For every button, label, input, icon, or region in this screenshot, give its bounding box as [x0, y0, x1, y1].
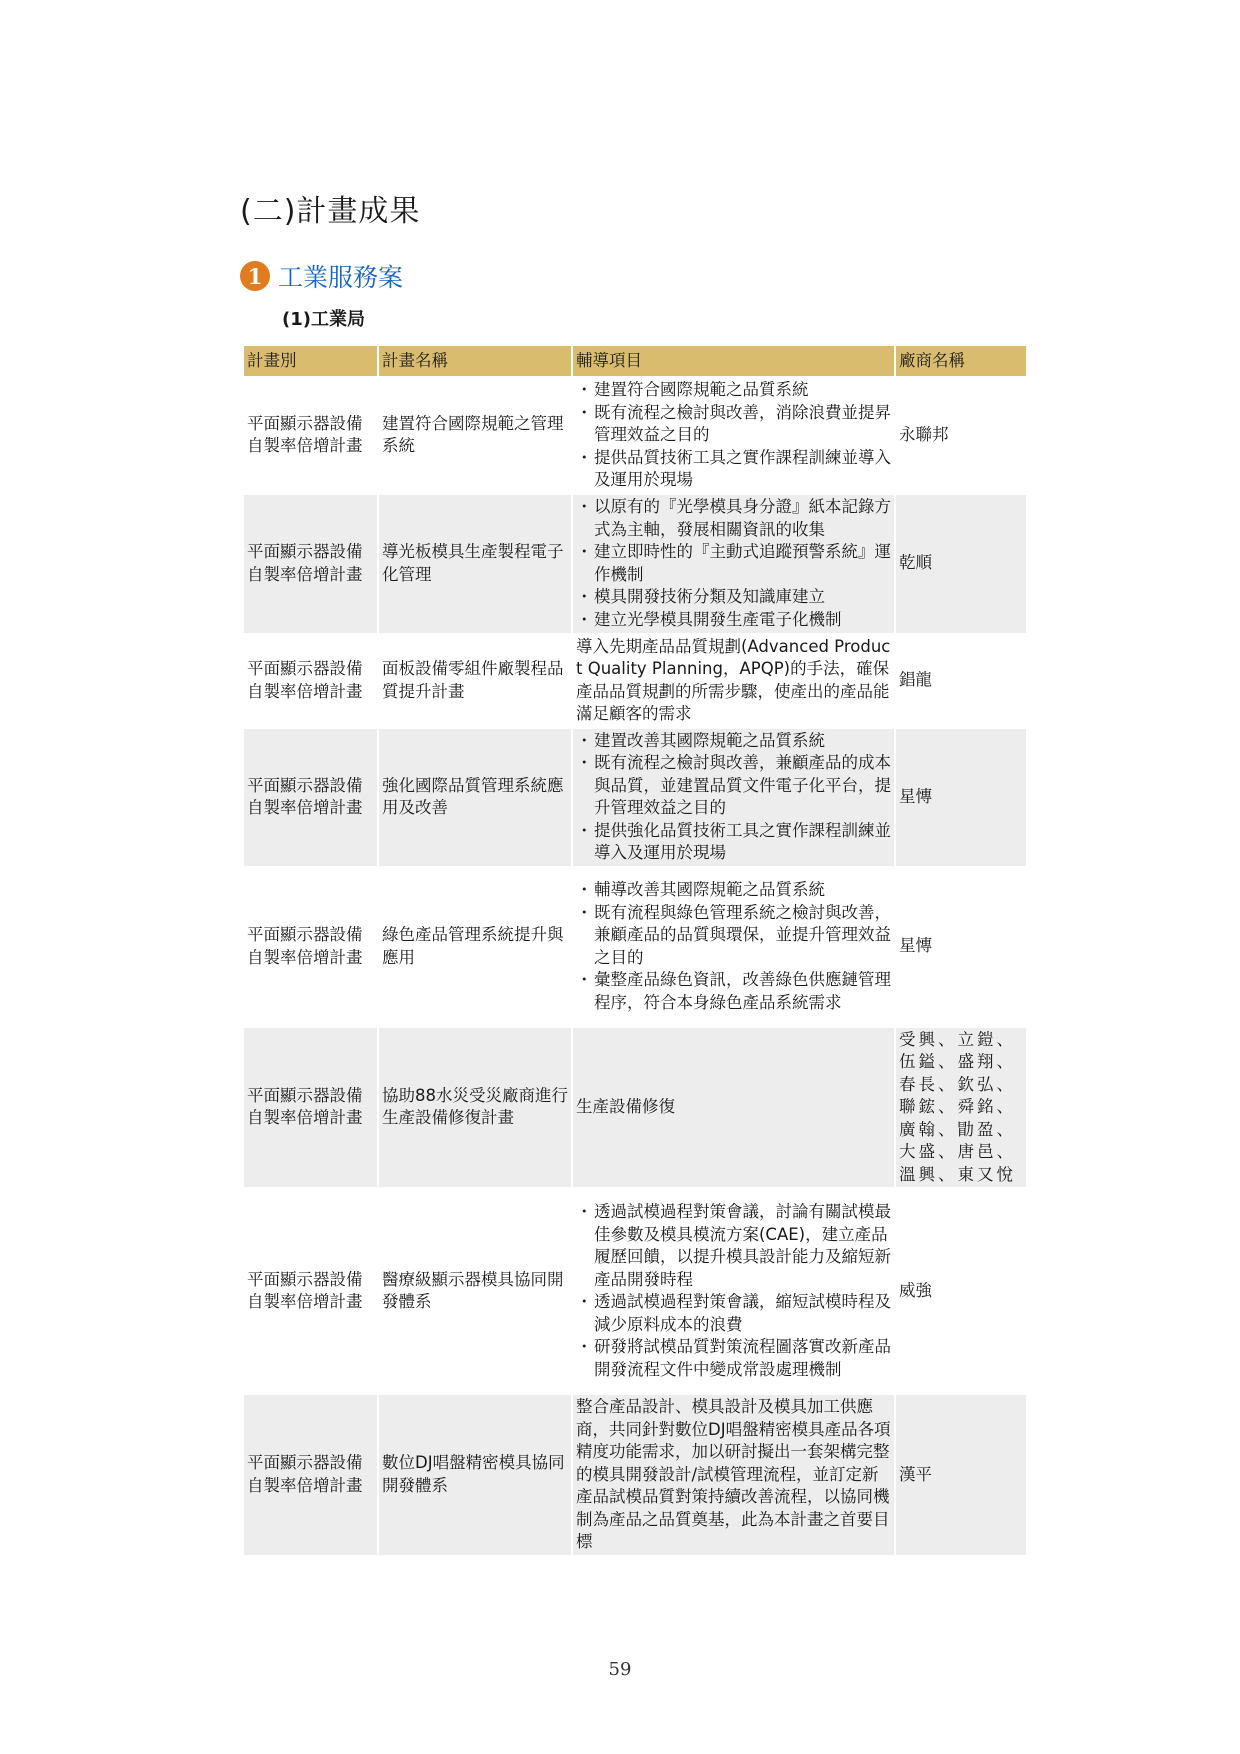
cell-guidance-items	[572, 867, 895, 1027]
cell-category: 平面顯示器設備自製率倍增計畫	[243, 1188, 378, 1394]
cell-vendor: 漢平	[895, 1394, 1027, 1556]
list-item: ・ 建立光學模具開發生產電子化機制	[576, 609, 891, 632]
cell-plan-name: 導光板模具生產製程電子化管理	[378, 494, 572, 634]
cell-category: 平面顯示器設備自製率倍增計畫	[243, 1027, 378, 1189]
cell-category: 平面顯示器設備自製率倍增計畫	[243, 377, 378, 494]
cell-plan-name: 建置符合國際規範之管理系統	[378, 377, 572, 494]
table-row	[243, 494, 1027, 634]
page-number: 59	[608, 1659, 632, 1680]
list-item: ・ 既有流程之檢討與改善，消除浪費並提昇管理效益之目的	[576, 402, 891, 447]
list-item: ・ 模具開發技術分類及知識庫建立	[576, 586, 891, 609]
table-header-row	[243, 345, 1027, 377]
table-row	[243, 1394, 1027, 1556]
cell-vendor: 永聯邦	[895, 377, 1027, 494]
cell-category: 平面顯示器設備自製率倍增計畫	[243, 728, 378, 867]
sub-heading-text: 工業服務案	[278, 263, 404, 292]
header-plan-name: 計畫名稱	[378, 345, 572, 377]
cell-plan-name: 面板設備零組件廠製程品質提升計畫	[378, 634, 572, 728]
cell-plan-name: 醫療級顯示器模具協同開發體系	[378, 1188, 572, 1394]
cell-plan-name: 綠色產品管理系統提升與應用	[378, 867, 572, 1027]
header-vendor: 廠商名稱	[895, 345, 1027, 377]
list-item: ・ 透過試模過程對策會議，討論有關試模最佳參數及模具模流方案(CAE)，建立產品履歷回饋，以提升模具設計能力及縮短新產品開發時程	[576, 1201, 891, 1291]
cell-vendor: 受興、立鎧、伍鎰、盛翔、春長、欽弘、聯鋐、舜銘、廣翰、勖盈、大盛、唐邑、溫興、東又悅	[895, 1027, 1027, 1189]
cell-guidance-text: 整合產品設計、模具設計及模具加工供應商，共同針對數位DJ唱盤精密模具產品各項精度功能需求，加以研討擬出一套架構完整的模具開發設計/試模管理流程，並訂定新產品試模品質對策持續改善流程，以協同機制為產品之品質奠基，此為本計畫之首要目標	[572, 1394, 895, 1556]
header-guidance-items: 輔導項目	[572, 345, 895, 377]
list-item: ・ 建置改善其國際規範之品質系統	[576, 730, 891, 753]
table-row	[243, 377, 1027, 494]
list-item: ・ 以原有的『光學模具身分證』紙本記錄方式為主軸，發展相關資訊的收集	[576, 496, 891, 541]
cell-category: 平面顯示器設備自製率倍增計畫	[243, 1394, 378, 1556]
list-item: ・ 既有流程與綠色管理系統之檢討與改善，兼顧產品的品質與環保，並提升管理效益之目的	[576, 902, 891, 970]
section-title: (二)計畫成果	[240, 194, 421, 229]
list-item: ・ 彙整產品綠色資訊，改善綠色供應鏈管理程序，符合本身綠色產品系統需求	[576, 969, 891, 1014]
list-item: ・ 提供品質技術工具之實作課程訓練並導入及運用於現場	[576, 447, 891, 492]
cell-guidance-items	[572, 728, 895, 867]
table-row	[243, 634, 1027, 728]
cell-guidance-items	[572, 494, 895, 634]
number-one-icon: 1	[240, 261, 270, 291]
cell-guidance-text: 生產設備修復	[572, 1027, 895, 1189]
cell-guidance-items	[572, 1188, 895, 1394]
table-row	[243, 1027, 1027, 1189]
list-item: ・ 既有流程之檢討與改善，兼顧產品的成本與品質，並建置品質文件電子化平台，提升管理效益之目的	[576, 752, 891, 820]
cell-vendor: 錩龍	[895, 634, 1027, 728]
list-item: ・ 研發將試模品質對策流程圖落實改新產品開發流程文件中變成常設處理機制	[576, 1336, 891, 1381]
sub-heading	[240, 258, 403, 294]
cell-plan-name: 數位DJ唱盤精密模具協同開發體系	[378, 1394, 572, 1556]
sub-sub-heading: (1)工業局	[282, 309, 365, 330]
cell-vendor: 乾順	[895, 494, 1027, 634]
cell-vendor: 威強	[895, 1188, 1027, 1394]
cell-category: 平面顯示器設備自製率倍增計畫	[243, 634, 378, 728]
cell-plan-name: 協助88水災受災廠商進行生產設備修復計畫	[378, 1027, 572, 1189]
list-item: ・ 提供強化品質技術工具之實作課程訓練並導入及運用於現場	[576, 820, 891, 865]
list-item: ・ 建立即時性的『主動式追蹤預警系統』運作機制	[576, 541, 891, 586]
table-row	[243, 867, 1027, 1027]
cell-guidance-items	[572, 377, 895, 494]
header-category: 計畫別	[243, 345, 378, 377]
list-item: ・ 輔導改善其國際規範之品質系統	[576, 879, 891, 902]
cell-category: 平面顯示器設備自製率倍增計畫	[243, 867, 378, 1027]
cell-guidance-text: 導入先期產品品質規劃(Advanced Product Quality Planning，APQP)的手法，確保產品品質規劃的所需步驟，使產出的產品能滿足顧客的需求	[572, 634, 895, 728]
table-row	[243, 1188, 1027, 1394]
cell-vendor: 星慱	[895, 867, 1027, 1027]
list-item: ・ 建置符合國際規範之品質系統	[576, 379, 891, 402]
cell-plan-name: 強化國際品質管理系統應用及改善	[378, 728, 572, 867]
cell-vendor: 星慱	[895, 728, 1027, 867]
cell-category: 平面顯示器設備自製率倍增計畫	[243, 494, 378, 634]
plans-table	[242, 344, 1028, 1557]
table-row	[243, 728, 1027, 867]
list-item: ・ 透過試模過程對策會議，縮短試模時程及減少原料成本的浪費	[576, 1291, 891, 1336]
